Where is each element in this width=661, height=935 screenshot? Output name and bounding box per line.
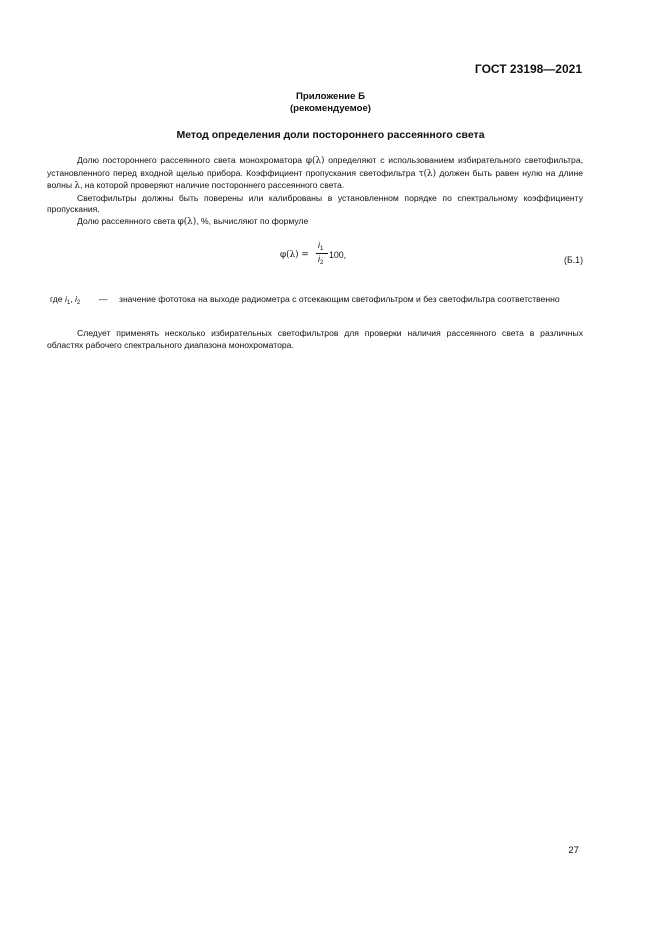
document-code: ГОСТ 23198—2021 [474, 62, 582, 76]
where-definition: значение фототока на выходе радиометра с отсекающим светофильтром и без светофильтра соответственно [119, 294, 560, 304]
formula-lhs: φ(λ) = [280, 250, 309, 260]
body-text [47, 155, 583, 229]
paragraph-filters-calibration: Светофильтры должны быть поверены или калиброваны в установленном порядке по спектральному коэффициенту пропускания. [47, 192, 583, 215]
where-dash: — [99, 294, 108, 304]
section-title: Метод определения доли постороннего рассеянного света [176, 129, 485, 141]
text-segment: определяют с использованием избирательного светофильтра, установленного перед входной щелью прибора. Коэффициент пропускания светофильтра [47, 155, 584, 178]
page-number: 27 [568, 845, 579, 856]
where-variables: где $i_1$, $i_2$ [50, 294, 81, 306]
fraction-numerator: $i_1$ [318, 240, 324, 252]
fraction-denominator: $i_2$ [318, 254, 324, 266]
appendix-status: (рекомендуемое) [289, 103, 371, 114]
text-segment: должен быть равен нулю на длине волны [47, 167, 584, 191]
paragraph-stray-light-definition [47, 155, 583, 193]
text-segment: Долю постороннего рассеянного света монохроматора [77, 155, 303, 165]
lambda-symbol: λ [74, 181, 80, 192]
text-segment: Долю рассеянного света [77, 215, 176, 226]
appendix-title: Приложение Б [296, 91, 365, 102]
formula-rhs: 100, [329, 250, 347, 260]
text-segment: , на которой проверяют наличие постороннего рассеянного света. [79, 180, 345, 191]
tau-lambda-symbol: τ(λ) [418, 168, 437, 179]
formula-number: (Б.1) [564, 255, 583, 265]
paragraph-formula-intro [47, 216, 583, 229]
phi-lambda-symbol: φ(λ) [177, 216, 197, 227]
text-segment: , %, вычисляют по формуле [196, 215, 309, 226]
paragraph-multiple-filters: Следует применять несколько избирательных светофильтров для проверки наличия рассеянного света в различных областях рабочего спектрального диапазона монохроматора. [47, 328, 583, 350]
body-text-2 [47, 328, 583, 351]
phi-lambda-symbol: φ(λ) [305, 156, 325, 166]
formula-b1 [280, 240, 390, 272]
